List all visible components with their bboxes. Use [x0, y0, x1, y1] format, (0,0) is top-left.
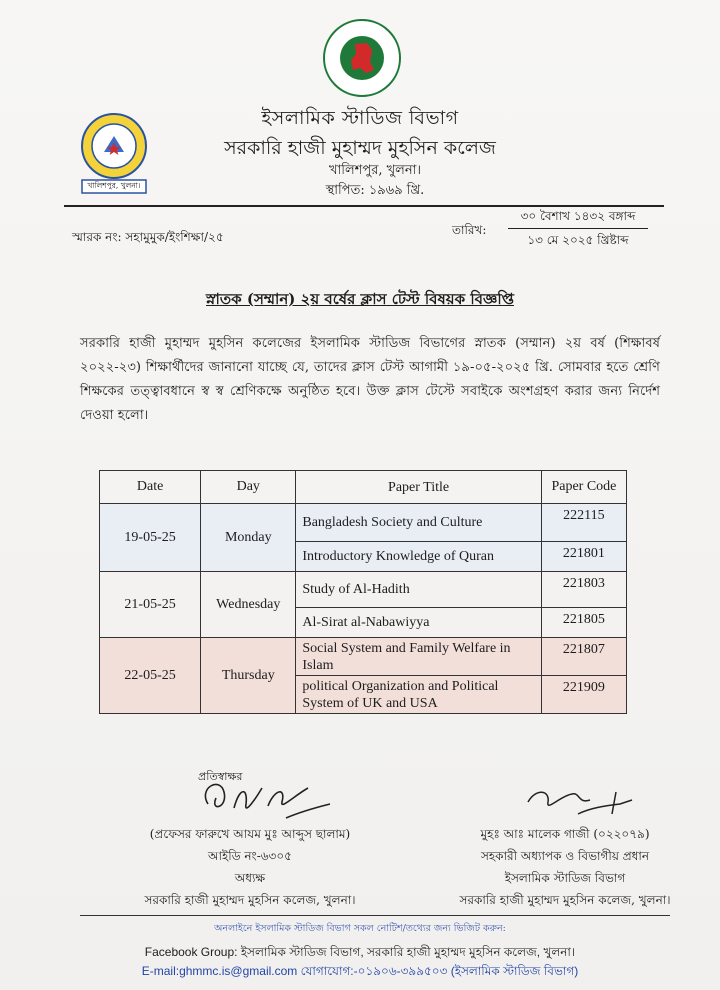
college-name: সরকারি হাজী মুহাম্মদ মুহসিন কলেজ: [224, 137, 496, 159]
paper-title: Introductory Knowledge of Quran: [296, 542, 541, 572]
paper-code: 222115: [541, 504, 626, 542]
head-institution: সরকারি হাজী মুহাম্মদ মুহসিন কলেজ, খুলনা।: [459, 893, 671, 907]
exam-day: Wednesday: [201, 572, 296, 638]
date-bengali: ৩০ বৈশাখ ১৪৩২ বঙ্গাব্দ: [520, 209, 636, 223]
paper-code: 221805: [541, 608, 626, 638]
table-row: [100, 504, 627, 542]
notice-title: [0, 288, 720, 313]
college-address: খালিশপুর, খুলনা।: [328, 163, 422, 178]
footer-online-note: অনলাইনে ইসলামিক স্টাডিজ বিভাগ সকল নোটিশ/তথ্যের জন্য ভিজিট করুন:: [214, 923, 506, 934]
exam-date: 22-05-25: [100, 638, 201, 714]
notice-body: সরকারি হাজী মুহাম্মদ মুহসিন কলেজের ইসলামিক স্টাডিজ বিভাগের স্নাতক (সম্মান) ২য় বর্ষ (শিক্ষাবর্ষ ২০২২-২৩) শিক্ষার্থীদের জানানো যাচ্ছে যে, তাদের ক্লাস টেস্ট আগামী ১৯-০৫-২০২৫ খ্রি. সোমবার হতে শ্রেণি শিক্ষকের তত্ত্বাবধানে স্ব স্ব শ্রেণিকক্ষে অনুষ্ঠিত হবে। উক্ত ক্লাস টেস্টে সবাইকে অংশগ্রহণ করার জন্য নির্দেশ দেওয়া হলো।: [80, 336, 660, 423]
established-year: স্থাপিত: ১৯৬৯ খ্রি.: [325, 183, 425, 198]
paper-title: political Organization and Political System of UK and USA: [296, 676, 541, 714]
date-divider: [508, 228, 648, 229]
principal-signature-block: [120, 823, 380, 911]
paper-title: Al-Sirat al-Nabawiyya: [296, 608, 541, 638]
paper-code: 221803: [541, 572, 626, 608]
head-signature-block: [440, 823, 690, 911]
college-logo-caption: খালিশপুর, খুলনা।: [87, 181, 141, 190]
department-name: ইসলামিক স্টাডিজ বিভাগ: [261, 107, 459, 129]
exam-day: Monday: [201, 504, 296, 572]
principal-institution: সরকারি হাজী মুহাম্মদ মুহসিন কলেজ, খুলনা।: [144, 893, 356, 907]
header-day: Day: [201, 471, 296, 504]
government-emblem-icon: [322, 18, 402, 98]
exam-day: Thursday: [201, 638, 296, 714]
paper-title: Study of Al-Hadith: [296, 572, 541, 608]
countersign-label: প্রতিস্বাক্ষর: [198, 770, 243, 783]
header-date: Date: [100, 471, 201, 504]
exam-date: 21-05-25: [100, 572, 201, 638]
paper-code: 221807: [541, 638, 626, 676]
exam-date: 19-05-25: [100, 504, 201, 572]
head-department: ইসলামিক স্টাডিজ বিভাগ: [504, 871, 626, 885]
table-row: [100, 638, 627, 676]
paper-title: Bangladesh Society and Culture: [296, 504, 541, 542]
paper-code: 221801: [541, 542, 626, 572]
principal-id: আইডি নং-৬৩০৫: [208, 849, 292, 863]
date-label: তারিখ:: [452, 223, 487, 237]
principal-designation: অধ্যক্ষ: [234, 871, 266, 885]
header-paper-title: Paper Title: [296, 471, 541, 504]
head-name: মুহঃ আঃ মালেক গাজী (০২২০৭৯): [480, 827, 650, 841]
date-gregorian: ১৩ মে ২০২৫ খ্রিষ্টাব্দ: [527, 233, 629, 247]
schedule-table: [99, 470, 627, 714]
head-designation: সহকারী অধ্যাপক ও বিভাগীয় প্রধান: [480, 849, 650, 863]
footer-contact: E-mail:ghmmc.is@gmail.com যোগাযোগ:-০১৯০৬-৩৯৯৫০৩ (ইসলামিক স্টাডিজ বিভাগ): [141, 964, 579, 978]
table-row: [100, 572, 627, 608]
footer-facebook: Facebook Group: ইসলামিক স্টাডিজ বিভাগ, সরকারি হাজী মুহাম্মদ মুহসিন কলেজ, খুলনা।: [144, 945, 576, 959]
header-paper-code: Paper Code: [541, 471, 626, 504]
paper-title: Social System and Family Welfare in Islam: [296, 638, 541, 676]
head-signature: [520, 782, 640, 822]
header-divider: [64, 205, 664, 207]
paper-code: 221909: [541, 676, 626, 714]
notice-title-text: স্নাতক (সম্মান) ২য় বর্ষের ক্লাস টেস্ট বিষয়ক বিজ্ঞপ্তি: [206, 290, 514, 308]
memo-reference: স্মারক নং: সহামুমুক/ইংশিক্ষা/২৫: [72, 230, 224, 244]
principal-name: (প্রফেসর ফারুখে আযম মুঃ আব্দুস ছালাম): [149, 827, 351, 841]
footer-divider: [80, 915, 670, 916]
table-header-row: [100, 471, 627, 504]
